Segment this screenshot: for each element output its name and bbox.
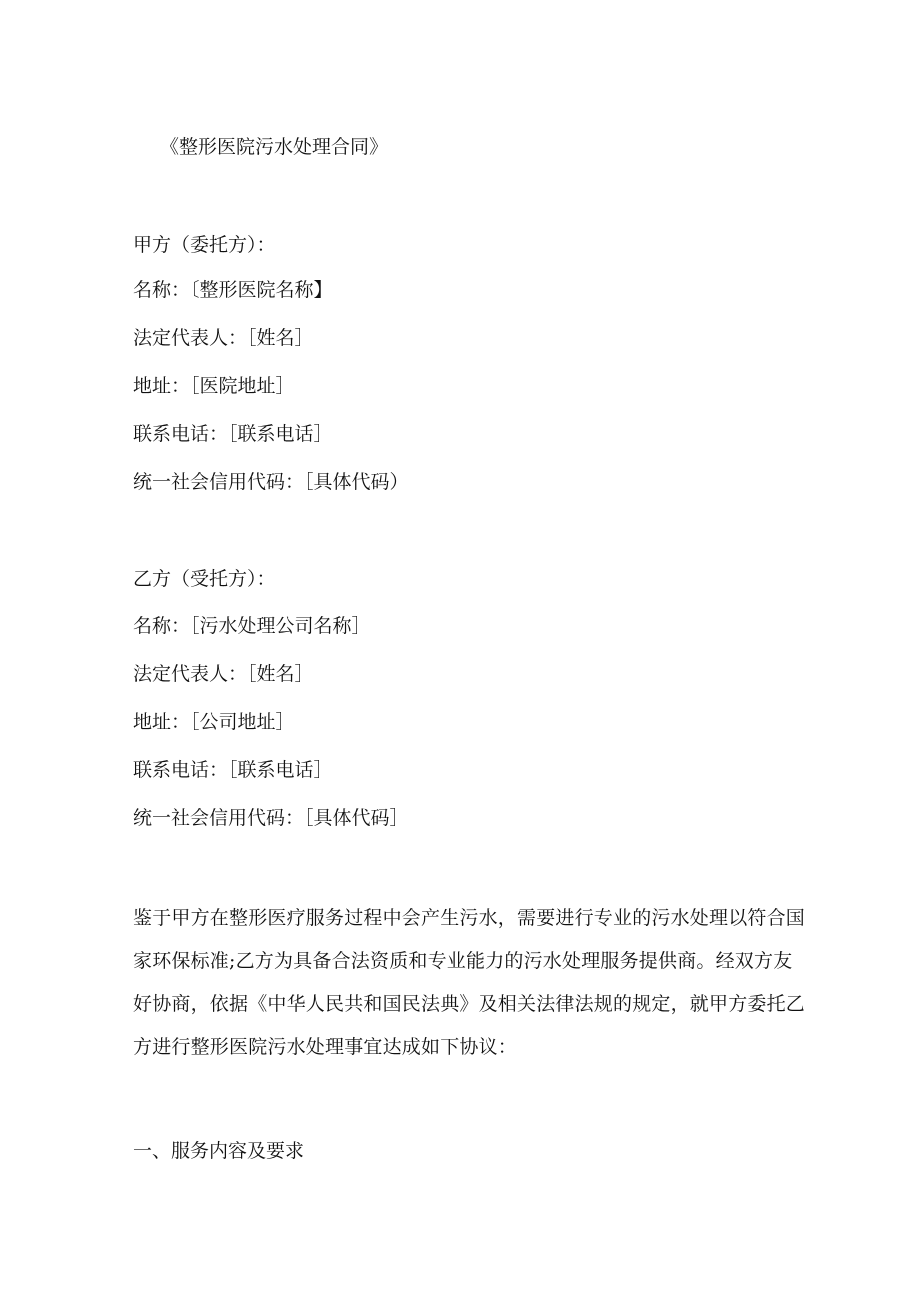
preamble-line: 好协商，依据《中华人民共和国民法典》及相关法律法规的规定，就甲方委托乙 (133, 993, 806, 1015)
party-a-representative: 法定代表人：［姓名］ (133, 327, 314, 349)
party-b-credit-code: 统一社会信用代码：［具体代码］ (133, 807, 409, 829)
party-b-name: 名称：［污水处理公司名称］ (133, 615, 371, 637)
party-a-phone: 联系电话：［联系电话］ (133, 423, 333, 445)
party-b-phone: 联系电话：［联系电话］ (133, 759, 333, 781)
party-a-name: 名称：〔整形医院名称】 (133, 279, 333, 301)
preamble-paragraph (133, 897, 806, 1069)
party-b-heading: 乙方（受托方）： (133, 568, 276, 590)
preamble-line: 方进行整形医院污水处理事宜达成如下协议： (133, 1036, 518, 1058)
party-a-address: 地址：［医院地址］ (133, 375, 295, 397)
party-a-heading: 甲方（委托方）： (133, 234, 276, 256)
party-b-representative: 法定代表人：［姓名］ (133, 663, 314, 685)
preamble-line: 鉴于甲方在整形医疗服务过程中会产生污水，需要进行专业的污水处理以符合国 (133, 907, 806, 929)
party-a-credit-code: 统一社会信用代码：［具体代码） (133, 471, 409, 493)
section-heading-1: 一、服务内容及要求 (133, 1140, 305, 1162)
party-b-address: 地址：［公司地址］ (133, 711, 295, 733)
contract-title: 《整形医院污水处理合同》 (160, 136, 389, 158)
preamble-line: 家环保标准;乙方为具备合法资质和专业能力的污水处理服务提供商。经双方友 (133, 950, 793, 972)
